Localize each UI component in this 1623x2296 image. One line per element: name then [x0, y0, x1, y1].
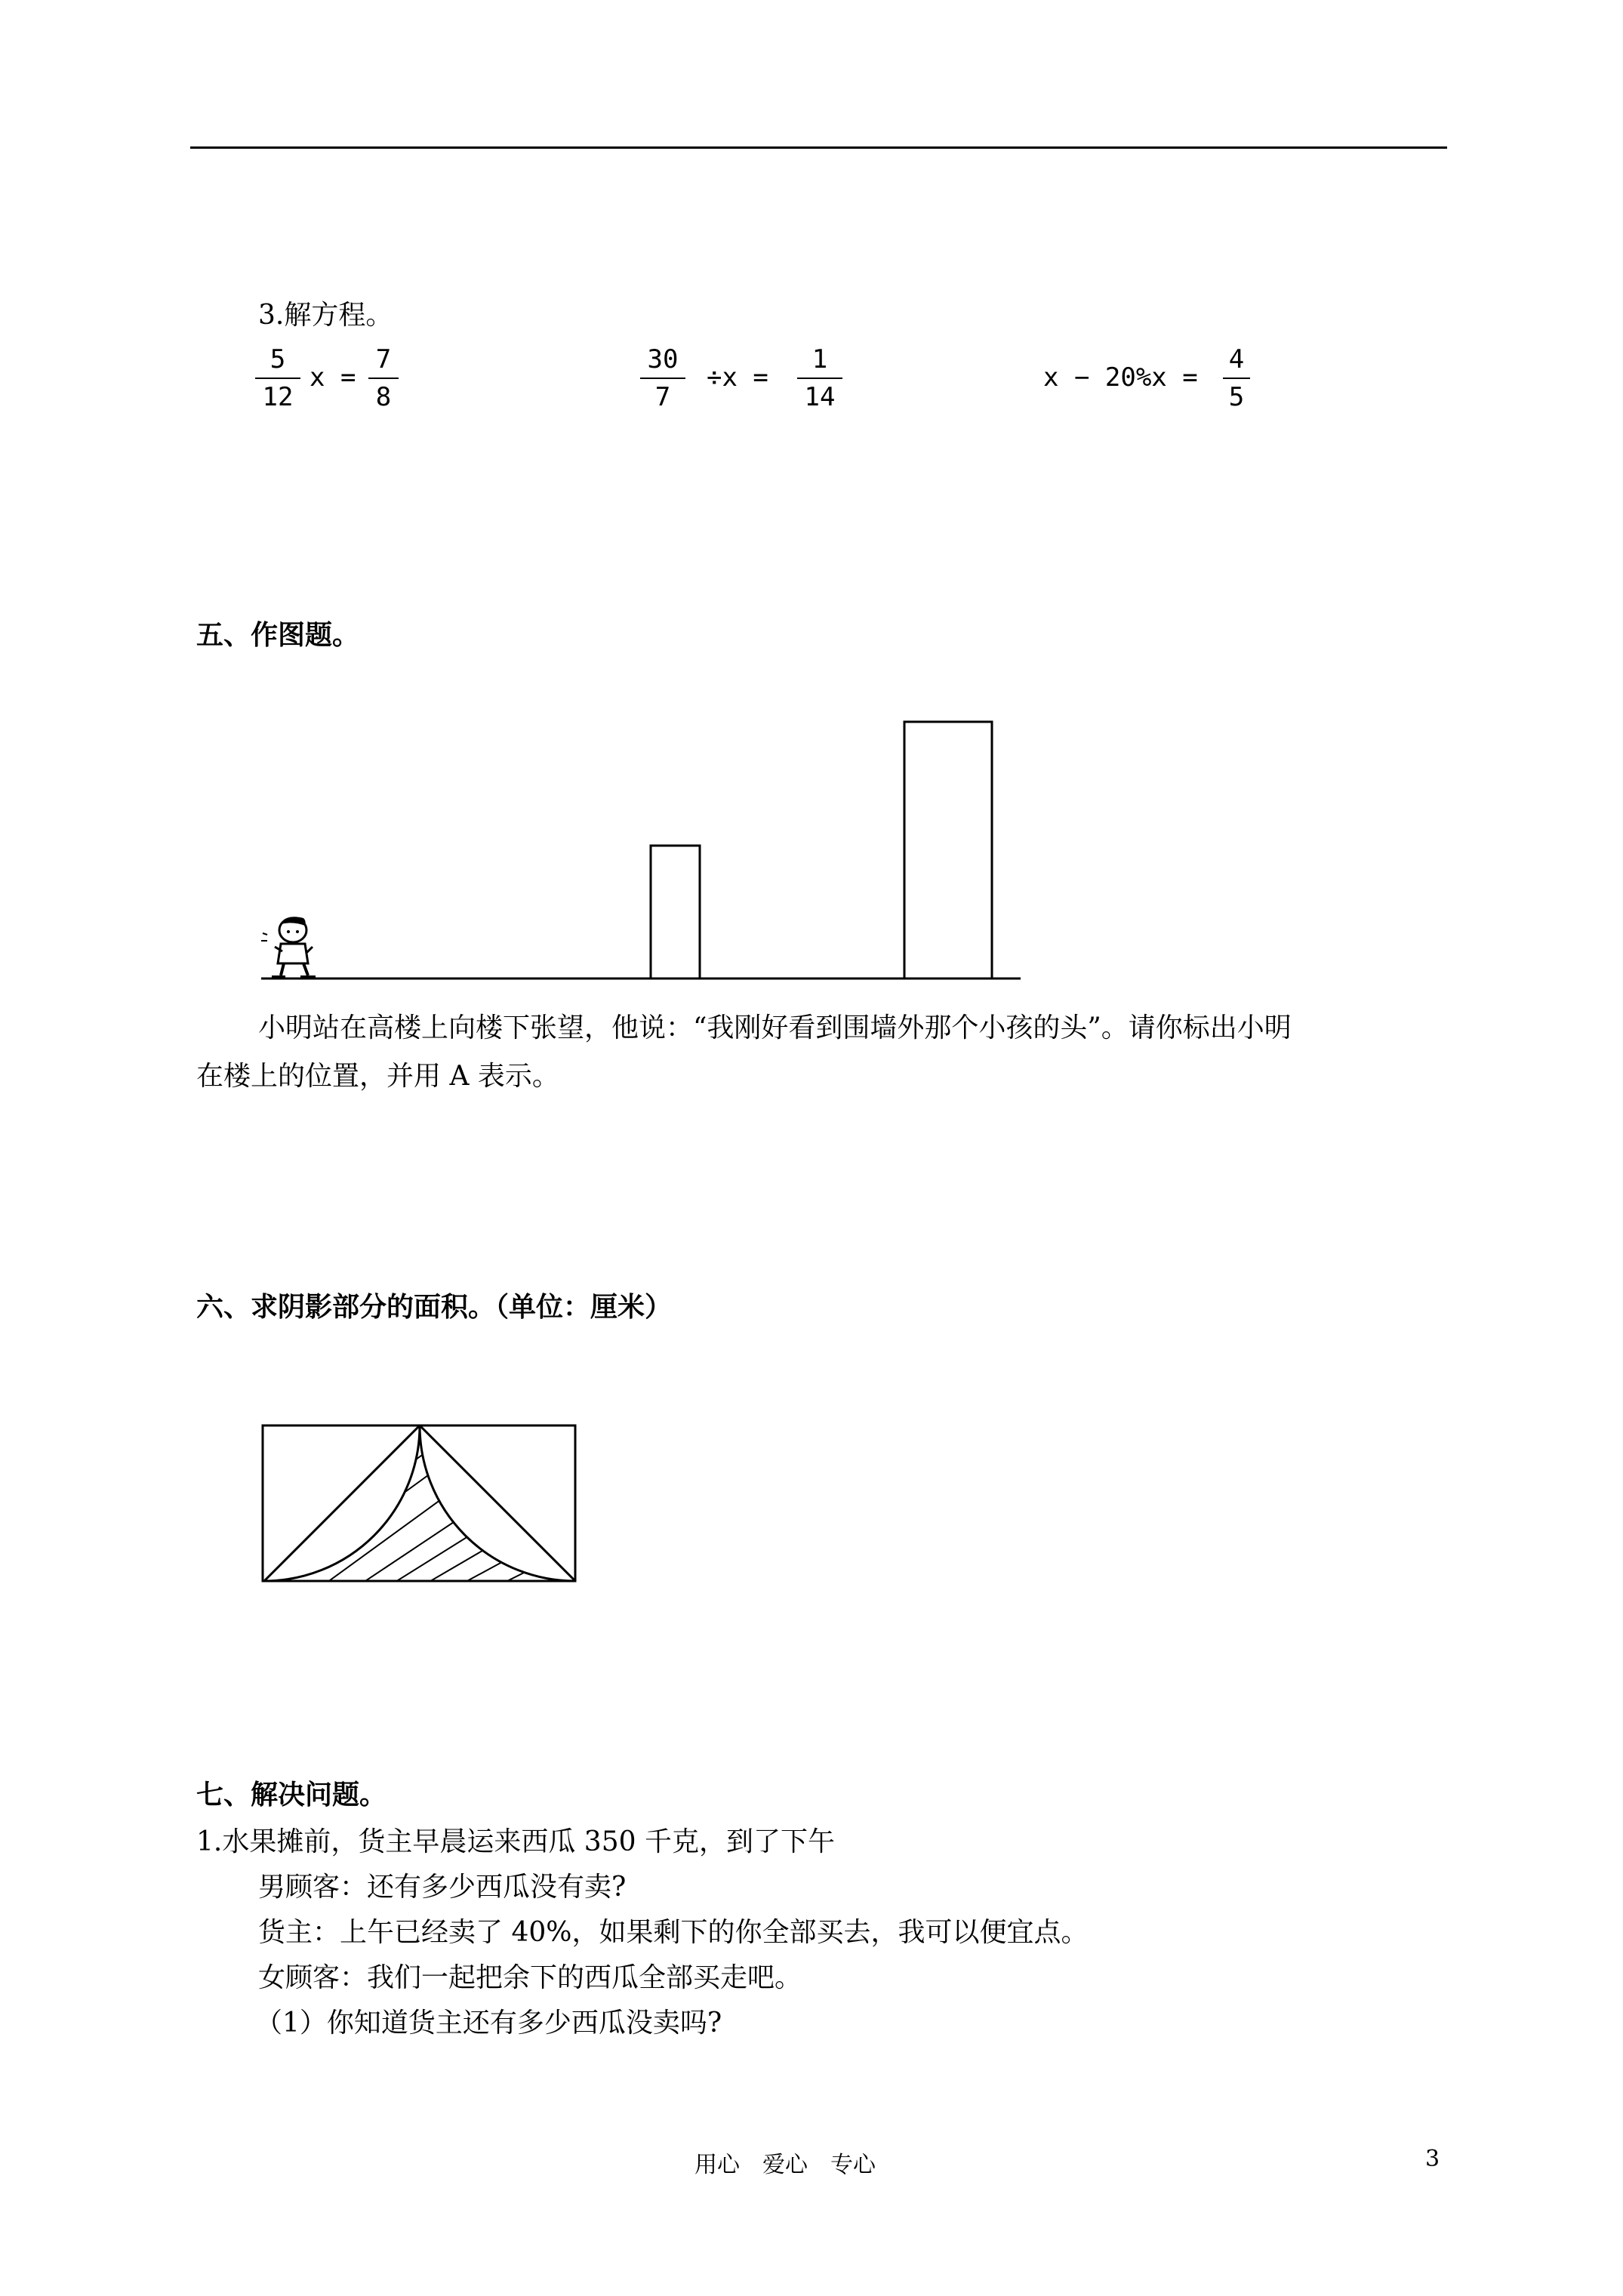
- fraction: 5 12: [255, 344, 300, 412]
- fraction: 30 7: [640, 344, 685, 412]
- equation-operator: ÷x =: [707, 362, 768, 393]
- male-customer-line: 男顾客：还有多少西瓜没有卖?: [258, 1872, 627, 1903]
- fraction: 4 5: [1223, 344, 1250, 412]
- equation-lhs: x − 20%x =: [1043, 362, 1198, 393]
- problem-1-text: 1.水果摊前，货主早晨运来西瓜 350 千克，到了下午: [196, 1826, 835, 1857]
- question-1: （1）你知道货主还有多少西瓜没卖吗?: [255, 2008, 722, 2039]
- equations-title: 3.解方程。: [258, 300, 393, 331]
- shaded-hatching: [272, 1438, 544, 1653]
- drawing-description-line2: 在楼上的位置，并用 A 表示。: [196, 1061, 559, 1092]
- shaded-heading: 六、求阴影部分的面积。（单位：厘米）: [196, 1292, 673, 1323]
- fraction: 1 14: [797, 344, 842, 412]
- drawing-heading: 五、作图题。: [196, 620, 360, 651]
- diagonal-right: [420, 1425, 575, 1581]
- female-customer-line: 女顾客：我们一起把余下的西瓜全部买走吧。: [258, 1962, 802, 1993]
- footer-motto: 用心 爱心 专心: [694, 2152, 876, 2178]
- page-number: 3: [1425, 2146, 1440, 2172]
- seller-line: 货主：上午已经卖了 40%，如果剩下的你全部买去，我可以便宜点。: [258, 1917, 1089, 1948]
- fraction: 7 8: [368, 344, 399, 412]
- drawing-description-line1: 小明站在高楼上向楼下张望，他说：“我刚好看到围墙外那个小孩的头”。请你标出小明: [258, 1012, 1292, 1043]
- problems-heading: 七、解决问题。: [196, 1780, 387, 1811]
- diagonal-left: [264, 1425, 420, 1581]
- equation-operator: x =: [310, 362, 356, 393]
